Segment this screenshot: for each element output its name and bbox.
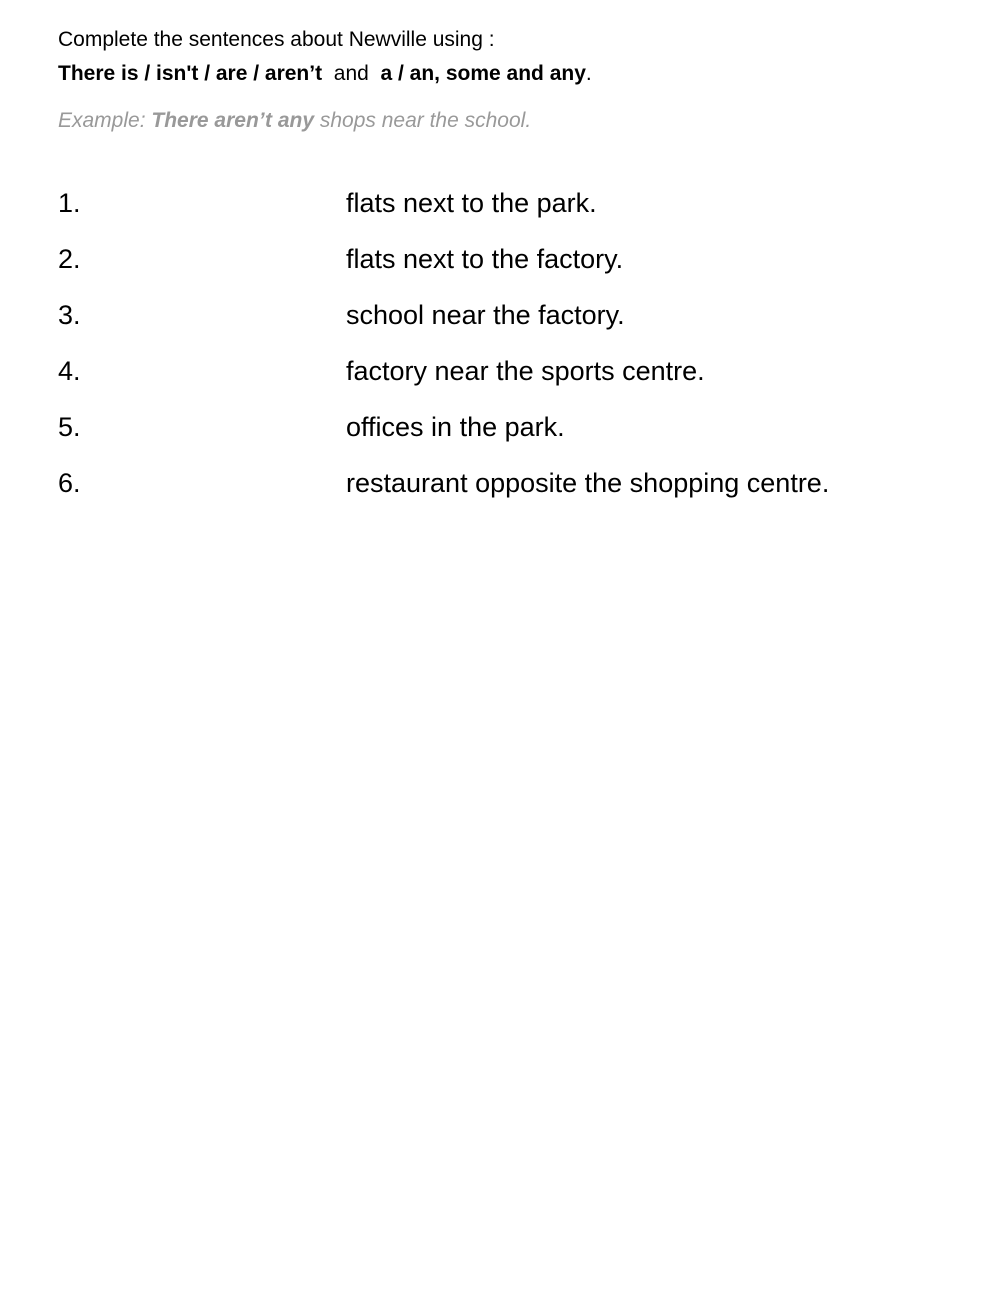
exercise-text: flats next to the factory. <box>346 244 624 274</box>
exercise-item-3 <box>58 297 958 353</box>
example-there: There <box>151 109 209 132</box>
example-rest: shops near the school. <box>319 109 532 132</box>
exercise-item-4 <box>58 353 958 409</box>
exercise-number: 2. <box>58 244 81 274</box>
exercise-list <box>58 185 958 521</box>
example-sentence <box>58 108 531 134</box>
instruction-verb-options: There is / isn't / are / aren’t <box>58 62 323 85</box>
example-prefix: Example: <box>58 109 146 132</box>
exercise-number: 5. <box>58 412 81 442</box>
exercise-text: school near the factory. <box>346 300 625 330</box>
exercise-text: flats next to the park. <box>346 188 597 218</box>
exercise-number: 3. <box>58 300 81 330</box>
instruction-title: Complete the sentences about Newville using : <box>58 28 495 51</box>
exercise-item-6 <box>58 465 958 521</box>
exercise-text: offices in the park. <box>346 412 565 442</box>
instruction-article-options: a / an, some and any <box>380 62 586 85</box>
exercise-text: restaurant opposite the shopping centre. <box>346 468 830 498</box>
exercise-text: factory near the sports centre. <box>346 356 705 386</box>
exercise-item-1 <box>58 185 958 241</box>
exercise-item-2 <box>58 241 958 297</box>
exercise-number: 4. <box>58 356 81 386</box>
exercise-number: 6. <box>58 468 81 498</box>
example-arent-any: aren’t any <box>214 109 315 132</box>
exercise-item-5 <box>58 409 958 465</box>
instruction-and: and <box>333 62 369 85</box>
instruction-period: . <box>585 62 592 85</box>
instruction-options <box>58 61 592 87</box>
exercise-number: 1. <box>58 188 81 218</box>
